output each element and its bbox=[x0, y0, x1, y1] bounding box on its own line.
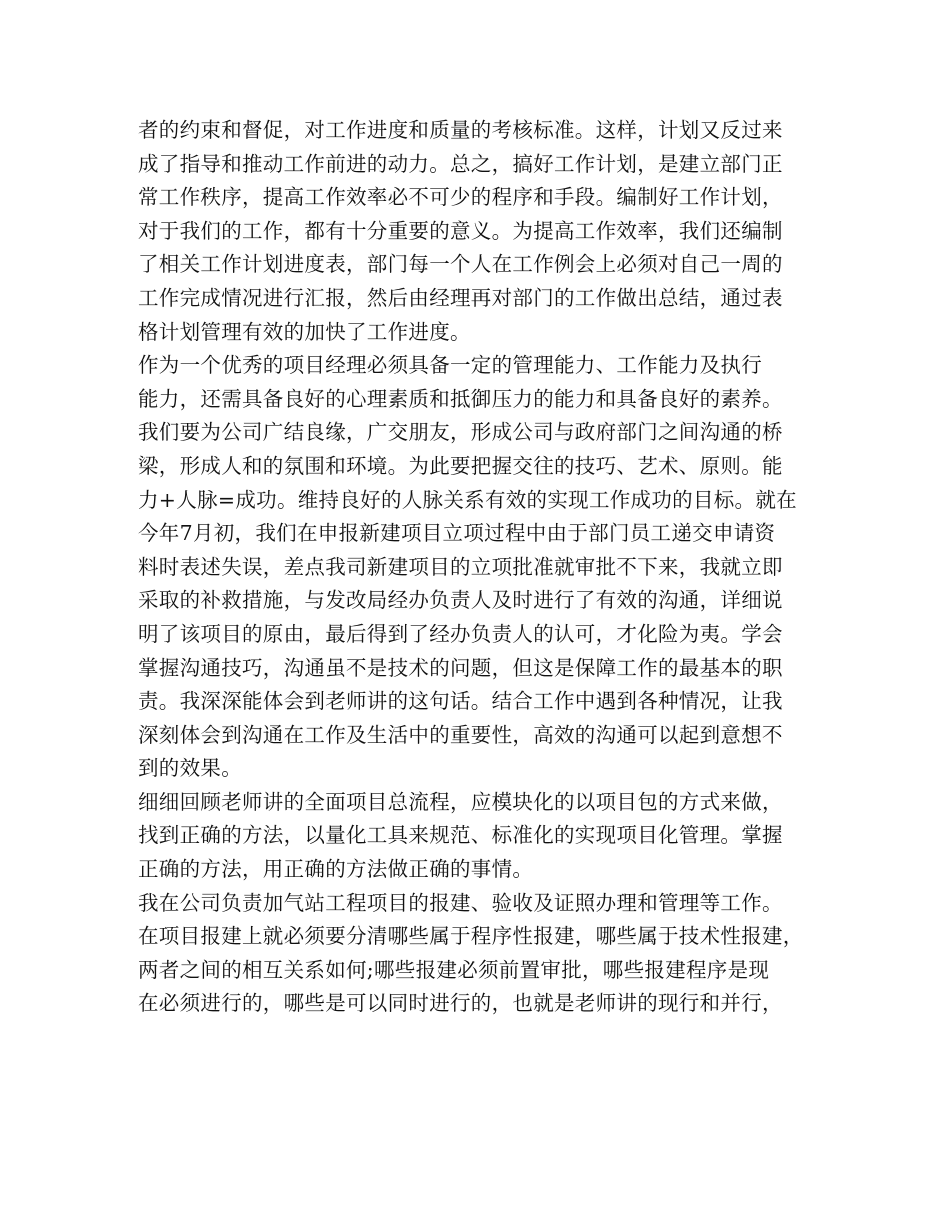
text-line: 找到正确的方法，以量化工具来规范、标准化的实现项目化管理。掌握 bbox=[138, 823, 783, 848]
text-line: 了相关工作计划进度表，部门每一个人在工作例会上必须对自己一周的 bbox=[138, 252, 783, 277]
text-line: 力+人脉=成功。维持良好的人脉关系有效的实现工作成功的目标。就在 bbox=[138, 487, 797, 512]
text-line: 成了指导和推动工作前进的动力。总之，搞好工作计划，是建立部门正 bbox=[138, 151, 783, 176]
text-line: 深刻体会到沟通在工作及生活中的重要性，高效的沟通可以起到意想不 bbox=[138, 722, 783, 747]
text-line: 作为一个优秀的项目经理必须具备一定的管理能力、工作能力及执行 bbox=[138, 353, 762, 378]
text-line: 格计划管理有效的加快了工作进度。 bbox=[138, 319, 471, 344]
body-text bbox=[138, 114, 828, 1021]
text-line: 梁，形成人和的氛围和环境。为此要把握交往的技巧、艺术、原则。能 bbox=[138, 453, 783, 478]
text-line: 料时表述失误，差点我司新建项目的立项批准就审批不下来，我就立即 bbox=[138, 554, 783, 579]
text-line: 细细回顾老师讲的全面项目总流程，应模块化的以项目包的方式来做， bbox=[138, 789, 783, 814]
text-line: 明了该项目的原由，最后得到了经办负责人的认可，才化险为夷。学会 bbox=[138, 621, 783, 646]
text-line: 我在公司负责加气站工程项目的报建、验收及证照办理和管理等工作。 bbox=[138, 890, 783, 915]
text-line: 今年7月初，我们在申报新建项目立项过程中由于部门员工递交申请资 bbox=[138, 521, 776, 546]
text-line: 对于我们的工作，都有十分重要的意义。为提高工作效率，我们还编制 bbox=[138, 218, 783, 243]
text-line: 掌握沟通技巧，沟通虽不是技术的问题，但这是保障工作的最基本的职 bbox=[138, 655, 783, 680]
text-line: 我们要为公司广结良缘，广交朋友，形成公司与政府部门之间沟通的桥 bbox=[138, 420, 783, 445]
text-line: 在必须进行的，哪些是可以同时进行的，也就是老师讲的现行和并行， bbox=[138, 991, 783, 1016]
text-line: 两者之间的相互关系如何;哪些报建必须前置审批，哪些报建程序是现 bbox=[138, 957, 770, 982]
text-line: 常工作秩序，提高工作效率必不可少的程序和手段。编制好工作计划， bbox=[138, 185, 783, 210]
text-line: 采取的补救措施，与发改局经办负责人及时进行了有效的沟通，详细说 bbox=[138, 588, 783, 613]
text-line: 者的约束和督促，对工作进度和质量的考核标准。这样，计划又反过来 bbox=[138, 118, 783, 142]
text-line: 在项目报建上就必须要分清哪些属于程序性报建，哪些属于技术性报建， bbox=[138, 924, 804, 949]
text-line: 工作完成情况进行汇报，然后由经理再对部门的工作做出总结，通过表 bbox=[138, 285, 783, 310]
text-line: 正确的方法，用正确的方法做正确的事情。 bbox=[138, 857, 534, 882]
text-line: 到的效果。 bbox=[138, 756, 242, 781]
text-line: 能力，还需具备良好的心理素质和抵御压力的能力和具备良好的素养。 bbox=[138, 386, 783, 411]
text-line: 责。我深深能体会到老师讲的这句话。结合工作中遇到各种情况，让我 bbox=[138, 689, 783, 714]
